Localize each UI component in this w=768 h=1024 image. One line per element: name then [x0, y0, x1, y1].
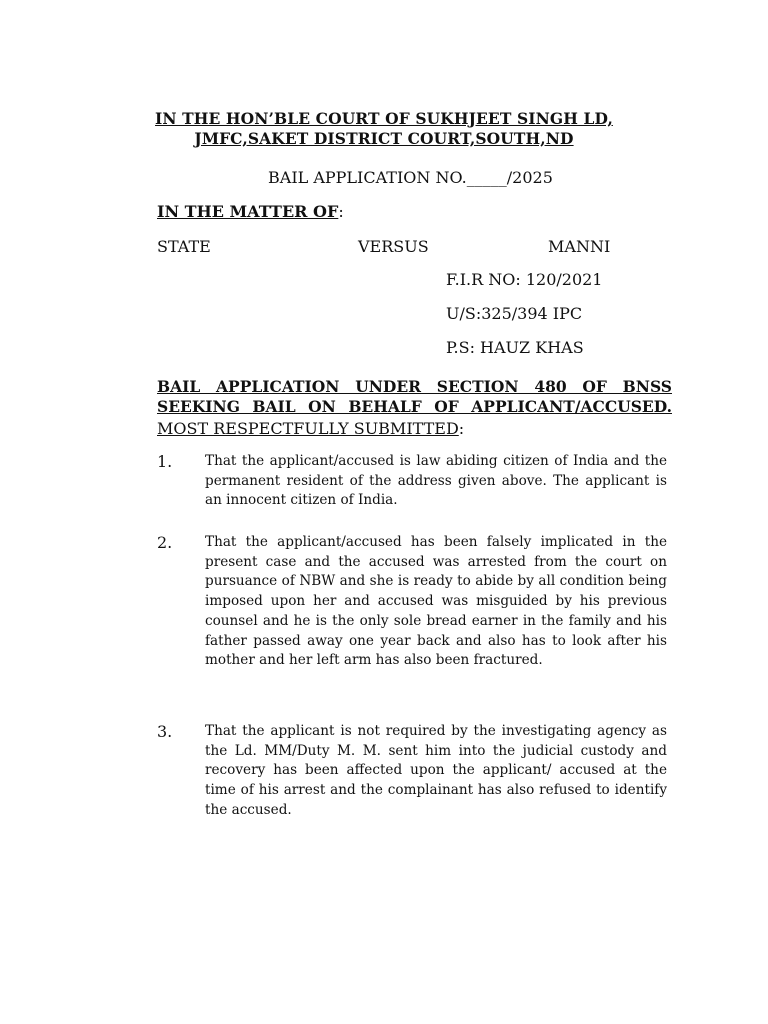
- submitted-line: [157, 419, 464, 438]
- party-accused: MANNI: [548, 237, 611, 256]
- matter-heading: [157, 202, 344, 221]
- submitted-colon: :: [458, 419, 465, 438]
- application-heading-line-1: BAIL APPLICATION UNDER SECTION 480 OF BNSS: [157, 377, 672, 396]
- paragraph-3: That the applicant is not required by the investigating agency as the Ld. MM/Duty M. M. sent him into the judicial custody and recovery has been affected upon the applicant/ accused at the time of his arrest and the complainant has also refused to identify the accused.: [205, 723, 667, 818]
- paragraph-2: That the applicant/accused has been falsely implicated in the present case and the accused was arrested from the court on pursuance of NBW and she is ready to abide by all condition being imposed upon her and accused was misguided by his previous counsel and he is the only sole bread earner in the family and his father passed away one year back and also has to look after his mother and her left arm has also been fractured.: [205, 534, 667, 669]
- matter-label: IN THE MATTER OF: [157, 202, 339, 221]
- court-title-line-1: IN THE HON’BLE COURT OF SUKHJEET SINGH LD,: [155, 109, 613, 128]
- paragraph-number-2: 2.: [157, 533, 173, 552]
- party-versus: VERSUS: [358, 237, 429, 256]
- sections: U/S:325/394 IPC: [446, 304, 583, 323]
- party-state: STATE: [157, 237, 211, 256]
- submitted-text: MOST RESPECTFULLY SUBMITTED: [157, 419, 459, 438]
- court-title-line-2: JMFC,SAKET DISTRICT COURT,SOUTH,ND: [194, 129, 574, 148]
- paragraph-1: That the applicant/accused is law abiding citizen of India and the permanent resident of the address given above. The applicant is an innocent citizen of India.: [205, 453, 667, 509]
- application-heading-line-2: SEEKING BAIL ON BEHALF OF APPLICANT/ACCUSED.: [157, 397, 672, 416]
- police-station: P.S: HAUZ KHAS: [446, 338, 584, 357]
- application-number: BAIL APPLICATION NO._____/2025: [268, 168, 553, 187]
- matter-colon: :: [338, 202, 344, 221]
- fir-number: F.I.R NO: 120/2021: [446, 270, 603, 289]
- paragraph-number-1: 1.: [157, 452, 173, 471]
- paragraph-number-3: 3.: [157, 722, 173, 741]
- application-heading: [157, 377, 672, 417]
